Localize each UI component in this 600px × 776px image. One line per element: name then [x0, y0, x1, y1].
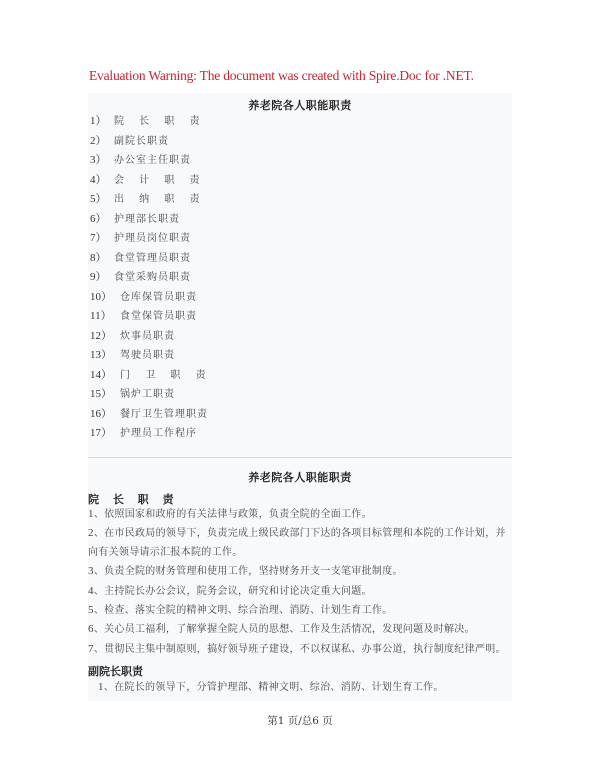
- section-divider: [88, 457, 512, 458]
- section-heading-director: 院 长 职 责: [88, 493, 179, 506]
- toc-item[interactable]: 6） 护理部长职责: [90, 212, 180, 225]
- paragraph: 5、检查、落实全院的精神文明、综合治理、消防、计划生育工作。: [88, 604, 393, 616]
- toc-item[interactable]: 12） 炊事员职责: [90, 329, 175, 342]
- toc-title: 养老院各人职能职责: [248, 99, 352, 112]
- toc-item[interactable]: 9） 食堂采购员职责: [90, 271, 191, 283]
- paragraph: 4、主持院长办公会议，院务会议，研究和讨论决定重大问题。: [88, 585, 372, 597]
- toc-item[interactable]: 11） 食堂保管员职责: [90, 310, 197, 322]
- toc-item[interactable]: 16） 餐厅卫生管理职责: [90, 407, 208, 420]
- paragraph: 1、在院长的领导下，分管护理部、精神文明、综治、消防、计划生育工作。: [98, 681, 444, 693]
- page-footer: 第1 页/总6 页: [267, 715, 333, 727]
- toc-item[interactable]: 10） 仓库保管员职责: [90, 290, 197, 303]
- toc-item[interactable]: 13） 驾驶员职责: [90, 349, 175, 361]
- toc-item[interactable]: 17） 护理员工作程序: [90, 427, 197, 439]
- toc-item[interactable]: 1） 院 长 职 责: [90, 115, 206, 127]
- toc-item[interactable]: 5） 出 纳 职 责: [90, 193, 206, 205]
- toc-item[interactable]: 3） 办公室主任职责: [90, 154, 191, 166]
- body-title: 养老院各人职能职责: [248, 471, 352, 484]
- paragraph: 2、在市民政局的领导下，负责完成上级民政部门下达的各项目标管理和本院的工作计划，并向有关领导请示汇报本院的工作。: [88, 527, 506, 558]
- toc-item[interactable]: 14） 门 卫 职 责: [90, 368, 212, 381]
- toc-item[interactable]: 2） 副院长职责: [90, 134, 169, 147]
- toc-item[interactable]: 8） 食堂管理员职责: [90, 251, 191, 264]
- document-page: [88, 93, 512, 701]
- evaluation-warning: Evaluation Warning: The document was created with Spire.Doc for .NET.: [89, 68, 474, 83]
- paragraph: 7、贯彻民主集中制原则，搞好领导班子建设，不以权谋私、办事公道，执行制度纪律严明。: [88, 643, 506, 655]
- paragraph: 1、依照国家和政府的有关法律与政策，负责全院的全面工作。: [88, 508, 372, 520]
- toc-item[interactable]: 7） 护理员岗位职责: [90, 232, 191, 244]
- paragraph: 6、关心员工福利，了解掌握全院人员的思想、工作及生活情况，发现问题及时解决。: [88, 623, 475, 635]
- section-heading-deputy-director: 副院长职责: [88, 665, 143, 678]
- toc-item[interactable]: 15） 锅炉工职责: [90, 388, 175, 400]
- paragraph: 3、负责全院的财务管理和使用工作，坚持财务开支一支笔审批制度。: [88, 565, 403, 577]
- toc-item[interactable]: 4） 会 计 职 责: [90, 173, 206, 186]
